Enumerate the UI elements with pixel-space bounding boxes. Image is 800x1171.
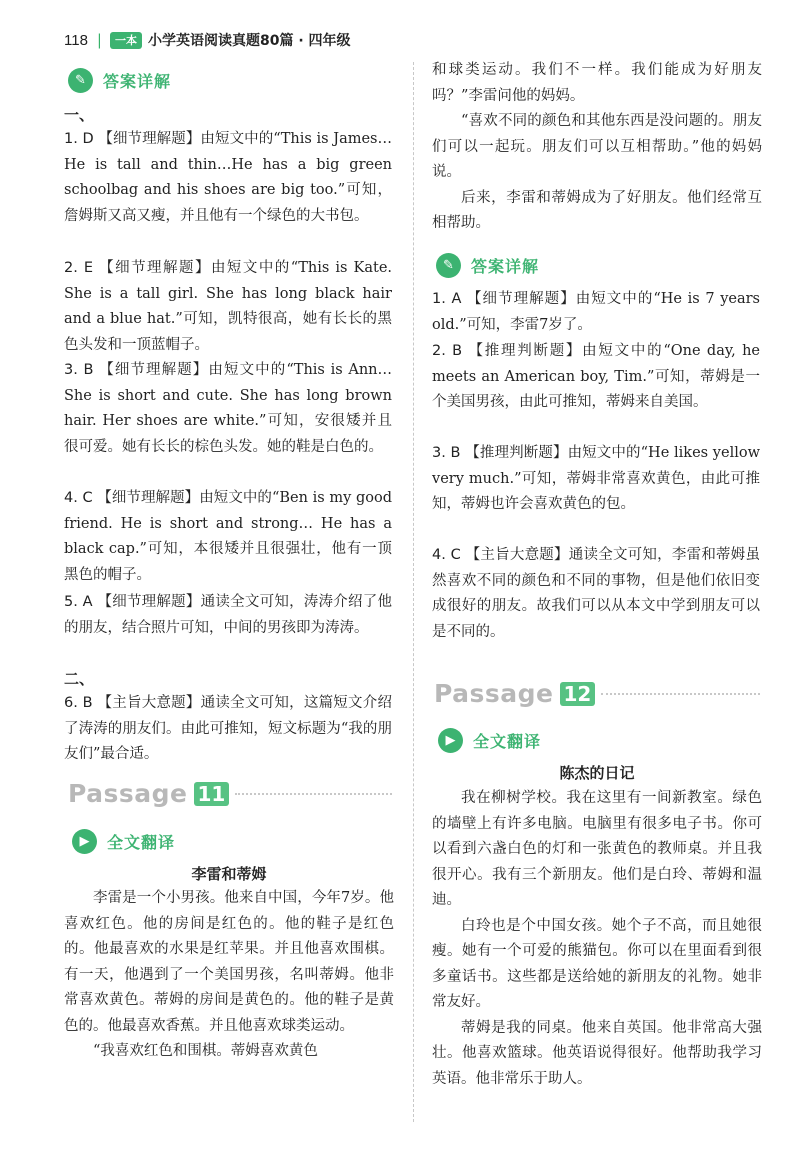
passage-heading bbox=[434, 679, 760, 708]
answer-item bbox=[432, 339, 760, 416]
question-type: 【细节理解题】 bbox=[98, 131, 201, 147]
answer-item bbox=[64, 358, 392, 460]
passage-label: Passage bbox=[434, 679, 554, 708]
question-type: 【主旨大意题】 bbox=[465, 547, 569, 563]
answer-item bbox=[64, 127, 392, 229]
passage-heading bbox=[68, 779, 392, 808]
story-continuation bbox=[432, 58, 762, 237]
answer-item bbox=[432, 287, 760, 338]
page-header bbox=[64, 27, 351, 53]
answer-id: 2. B bbox=[432, 343, 463, 359]
translation-heading bbox=[438, 728, 541, 753]
story-paragraph: 和球类运动。我们不一样。我们能成为好朋友吗？”李雷问他的妈妈。 bbox=[432, 62, 762, 104]
answer-text: 由短文中的“This is Kate. She is a tall girl. She has long black hair and a blue hat.”可知，凯特很高，她有长长的黑色头发和一顶蓝帽子。 bbox=[64, 260, 393, 353]
story-title: 李雷和蒂姆 bbox=[191, 865, 267, 883]
story-paragraph: 蒂姆是我的同桌。他来自英国。他非常高大强壮。他喜欢篮球。他英语说得很好。他帮助我学习英语。他非常乐于助人。 bbox=[432, 1019, 762, 1087]
passage-rule bbox=[235, 793, 392, 795]
answer-item bbox=[64, 486, 392, 588]
story-paragraph: 李雷是一个小男孩。他来自中国，今年7岁。他喜欢红色。他的房间是红色的。他的鞋子是红色的。他最喜欢的水果是红苹果。并且他喜欢围棋。有一天，他遇到了一个美国男孩，名叫蒂姆。他非常喜欢黄色。蒂姆的房间是黄色的。他的鞋子是黄色的。他最喜欢香蕉。并且他喜欢球类运动。 bbox=[64, 890, 394, 1034]
answers-heading bbox=[68, 68, 171, 93]
key-icon: ✎ bbox=[436, 253, 461, 278]
translation-heading-label: 全文翻译 bbox=[473, 732, 542, 751]
answers-heading-label: 答案详解 bbox=[103, 72, 172, 91]
story-body bbox=[64, 886, 394, 1065]
header-separator: | bbox=[96, 31, 102, 49]
story-paragraph: 白玲也是个中国女孩。她个子不高，而且她很瘦。她有一个可爱的熊猫包。你可以在里面看到很多童话书。这些都是送给她的新朋友的礼物。她非常友好。 bbox=[432, 917, 762, 1010]
story-paragraph: 后来，李雷和蒂姆成为了好朋友。他们经常互相帮助。 bbox=[432, 189, 762, 231]
story-paragraph: 我在柳树学校。我在这里有一间新教室。绿色的墙壁上有许多电脑。电脑里有很多电子书。你可以看到六盏白色的灯和一张黄色的教师桌。并且我很开心。我有三个新朋友。他们是白玲、蒂姆和温迪。 bbox=[432, 790, 762, 908]
story-body bbox=[432, 786, 762, 1092]
key-icon: ✎ bbox=[68, 68, 93, 93]
part-two-label: 二、 bbox=[64, 670, 95, 688]
answer-item bbox=[64, 590, 392, 641]
passage-rule bbox=[601, 693, 760, 695]
question-type: 【细节理解题】 bbox=[97, 594, 201, 610]
answer-id: 2. E bbox=[64, 260, 94, 276]
question-type: 【细节理解题】 bbox=[99, 362, 209, 378]
question-type: 【细节理解题】 bbox=[467, 291, 576, 307]
question-type: 【主旨大意题】 bbox=[97, 695, 201, 711]
question-type: 【细节理解题】 bbox=[99, 260, 211, 276]
translation-heading bbox=[72, 829, 175, 854]
answer-id: 1. A bbox=[432, 291, 462, 307]
answer-item bbox=[64, 256, 392, 358]
part-one-label: 一、 bbox=[64, 106, 95, 124]
answer-text: 通读全文可知，涛涛介绍了他的朋友，结合照片可知，中间的男孩即为涛涛。 bbox=[64, 594, 393, 636]
answer-item bbox=[432, 543, 760, 645]
passage-number: 11 bbox=[194, 782, 230, 806]
answer-text: 由短文中的“He likes yellow very much.”可知，蒂姆非常喜欢黄色，由此可推知，蒂姆也许会喜欢黄色的包。 bbox=[432, 445, 760, 512]
play-icon: ▶ bbox=[72, 829, 97, 854]
answer-text: 通读全文可知，李雷和蒂姆虽然喜欢不同的颜色和不同的事物，但是他们依旧变成很好的朋友。故我们可以从本文中学到朋友可以是不同的。 bbox=[432, 547, 761, 640]
answer-item bbox=[64, 691, 392, 768]
page-number: 118 bbox=[64, 31, 88, 49]
question-type: 【推理判断题】 bbox=[468, 343, 583, 359]
question-type: 【细节理解题】 bbox=[97, 490, 200, 506]
answer-text: 由短文中的“One day, he meets an American boy, Tim.”可知，蒂姆是一个美国男孩，由此可推知，蒂姆来自美国。 bbox=[432, 343, 760, 410]
passage-label: Passage bbox=[68, 779, 188, 808]
answer-text: 通读全文可知，这篇短文介绍了涛涛的朋友们。由此可推知，短文标题为“我的朋友们”最合适。 bbox=[64, 695, 393, 762]
answer-id: 1. D bbox=[64, 131, 94, 147]
passage-number: 12 bbox=[560, 682, 596, 706]
answer-text: 由短文中的“This is James…He is tall and thin…He has a big green schoolbag and his shoes are big too.”可知，詹姆斯又高又瘦，并且他有一个绿色的大书包。 bbox=[64, 131, 392, 224]
book-title: 小学英语阅读真题80篇 · 四年级 bbox=[147, 33, 351, 49]
answers-heading-label: 答案详解 bbox=[471, 257, 540, 276]
answers-heading bbox=[436, 253, 539, 278]
answer-id: 4. C bbox=[64, 490, 93, 506]
answer-text: 由短文中的“This is Ann…She is short and cute. She has long brown hair. Her shoes are white.”可知，安很矮并且很可爱。她有长长的棕色头发。她的鞋是白色的。 bbox=[64, 362, 393, 455]
play-icon: ▶ bbox=[438, 728, 463, 753]
answer-id: 5. A bbox=[64, 594, 93, 610]
story-title: 陈杰的日记 bbox=[559, 764, 635, 782]
translation-heading-label: 全文翻译 bbox=[107, 833, 176, 852]
question-type: 【推理判断题】 bbox=[465, 445, 568, 461]
answer-item bbox=[432, 441, 760, 518]
answer-id: 4. C bbox=[432, 547, 461, 563]
column-divider bbox=[413, 62, 414, 1122]
answer-text: 由短文中的“He is 7 years old.”可知，李雷7岁了。 bbox=[432, 291, 760, 333]
story-paragraph: “喜欢不同的颜色和其他东西是没问题的。朋友们可以一起玩。朋友们可以互相帮助。”他的妈妈说。 bbox=[432, 113, 762, 180]
story-paragraph: “我喜欢红色和围棋。蒂姆喜欢黄色 bbox=[93, 1043, 318, 1059]
publisher-logo: 一本 bbox=[110, 32, 142, 49]
answer-id: 6. B bbox=[64, 695, 93, 711]
answer-text: 由短文中的“Ben is my good friend. He is short and strong… He has a black cap.”可知，本很矮并且很强壮，他有一顶黑色的帽子。 bbox=[64, 490, 393, 583]
answer-id: 3. B bbox=[432, 445, 461, 461]
answer-id: 3. B bbox=[64, 362, 94, 378]
